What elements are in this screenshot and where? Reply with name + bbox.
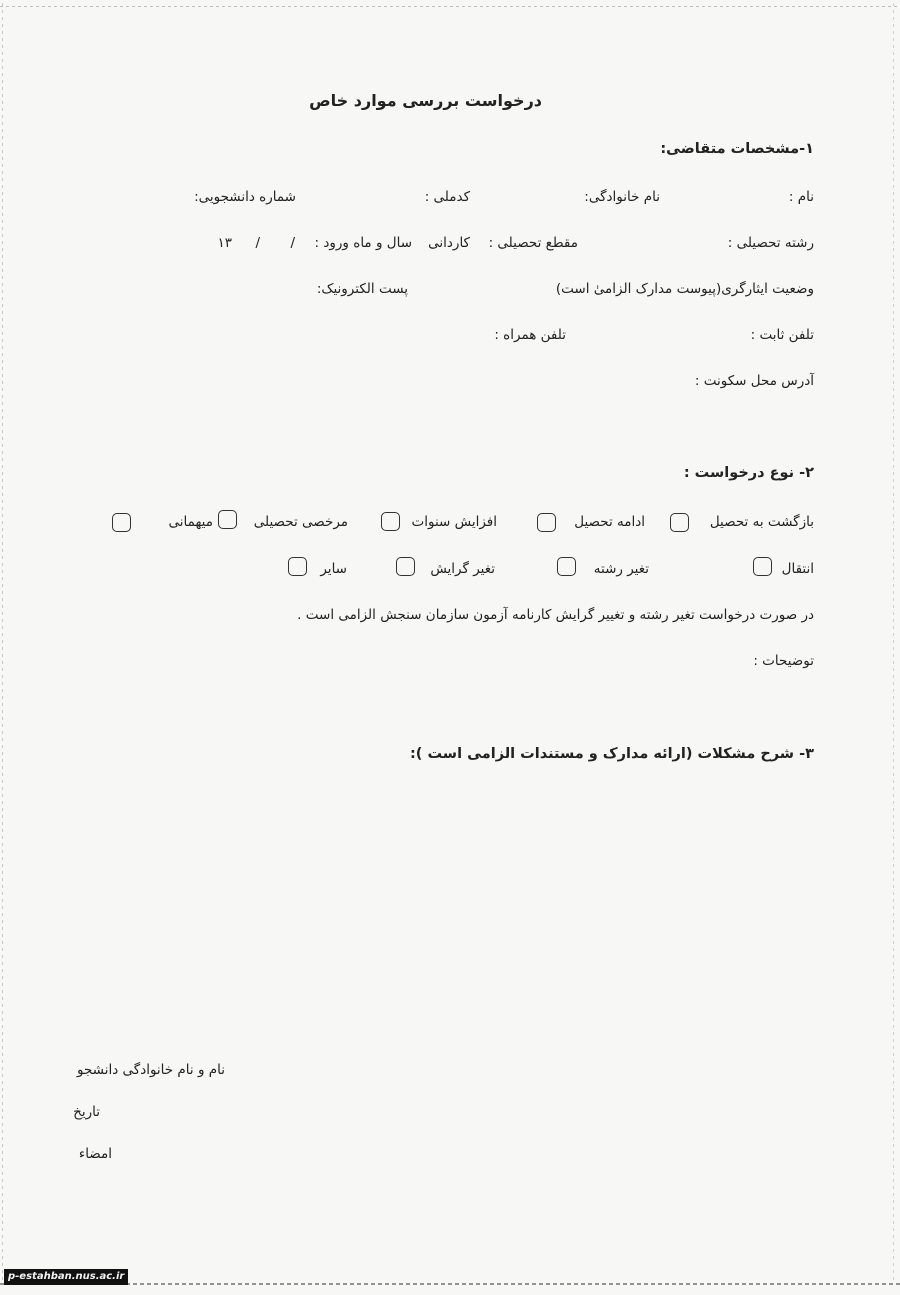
site-watermark: p-estahban.nus.ac.ir [4,1269,128,1285]
section3-heading: ۳- شرح مشکلات (ارائه مدارک و مستندات الزامی است ): [409,746,814,762]
landline-label: تلفن ثابت : [750,327,814,343]
option-change-major-label: تغیر رشته [593,561,649,577]
major-change-note: در صورت درخواست تغیر رشته و تغییر گرایش کارنامه آزمون سازمان سنجش الزامی است . [297,607,814,623]
option-guest-label: میهمانی [168,514,213,530]
option-transfer-checkbox[interactable] [753,557,772,576]
student-number-label: شماره دانشجویی: [194,189,296,205]
option-extend-terms-checkbox[interactable] [381,512,400,531]
option-return-to-study-label: بازگشت به تحصیل [709,514,814,530]
entry-year-prefix: ۱۳ [217,235,232,251]
option-change-major-checkbox[interactable] [557,557,576,576]
section1-heading: ۱-مشخصات متقاضی: [660,141,814,157]
scan-edge-top [0,6,900,7]
option-transfer-label: انتقال [781,561,814,577]
option-academic-leave-label: مرخصی تحصیلی [253,514,348,530]
explanations-label: توضیحات : [753,653,814,669]
section2-heading: ۲- نوع درخواست : [683,465,814,481]
field-of-study-label: رشته تحصیلی : [727,235,814,251]
national-code-label: کدملی : [424,189,470,205]
last-name-label: نام خانوادگی: [584,189,660,205]
address-label: آدرس محل سکونت : [694,373,814,389]
scan-edge-right [893,0,894,1280]
date-label: تاریخ [73,1104,100,1120]
option-return-to-study-checkbox[interactable] [670,513,689,532]
form-title: درخواست بررسی موارد خاص [309,91,542,110]
email-label: پست الکترونیک: [316,281,408,297]
degree-level-label: مقطع تحصیلی : [488,235,578,251]
option-change-specialization-label: تغیر گرایش [430,561,495,577]
scan-edge-left [2,0,3,1280]
option-continue-study-label: ادامه تحصیل [574,514,645,530]
first-name-label: نام : [788,189,814,205]
option-continue-study-checkbox[interactable] [537,513,556,532]
entry-date-label: سال و ماه ورود : [314,235,412,251]
signature-label: امضاء [78,1146,112,1162]
option-other-checkbox[interactable] [288,557,307,576]
student-full-name-label: نام و نام خانوادگی دانشجو [76,1062,225,1078]
option-change-specialization-checkbox[interactable] [396,557,415,576]
entry-slash-2: / [255,235,260,251]
option-other-label: سایر [320,561,347,577]
mobile-label: تلفن همراه : [494,327,566,343]
entry-slash-1: / [290,235,295,251]
scan-edge-bottom [0,1283,900,1285]
option-guest-checkbox[interactable] [112,513,131,532]
degree-level-value: کاردانی [428,235,470,251]
option-extend-terms-label: افزایش سنوات [411,514,497,530]
veteran-status-label: وضعیت ایثارگری(پیوست مدارک الزامیٰ است) [555,281,814,297]
option-academic-leave-checkbox[interactable] [218,510,237,529]
